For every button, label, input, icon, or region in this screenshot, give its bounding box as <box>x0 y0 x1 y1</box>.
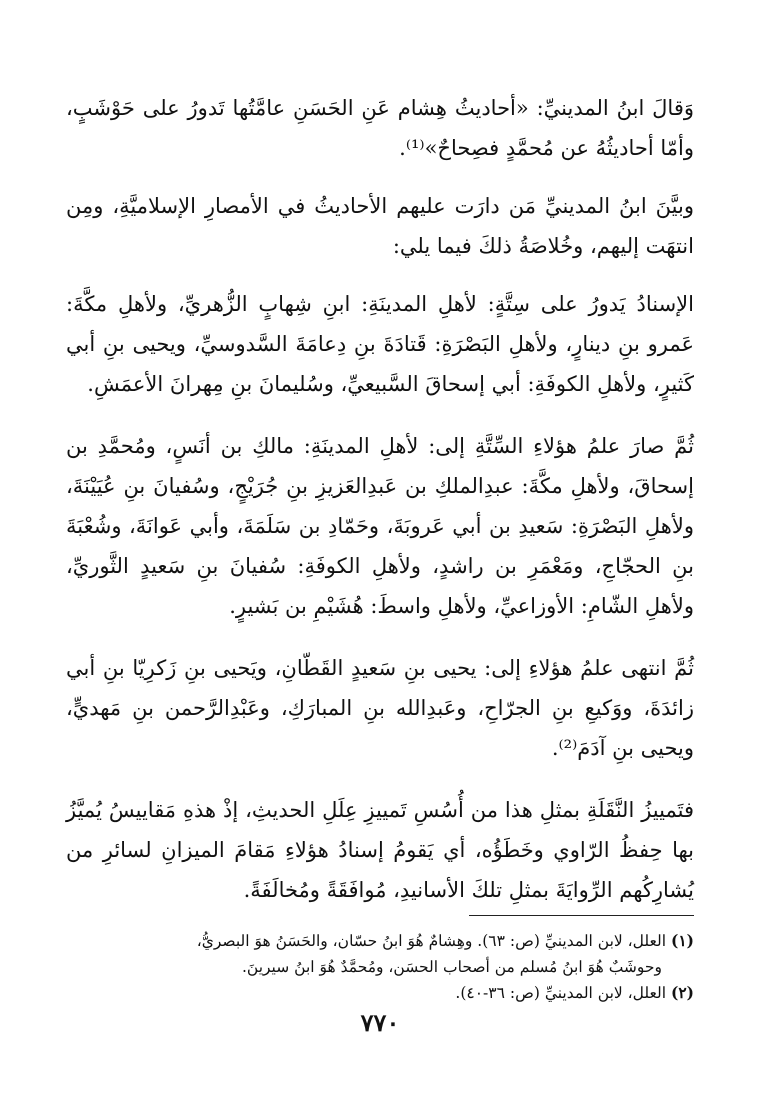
body-text <box>66 88 694 910</box>
footnote-divider <box>469 915 694 916</box>
paragraph-isnad-intro: وبيَّنَ ابنُ المدينيِّ مَن دارَت عليهم الأحاديثُ في الأمصارِ الإسلاميَّةِ، ومِن انتهَت إليهم، وخُلاصَةُ ذلكَ فيما يلي: <box>66 194 694 258</box>
footnote-1 <box>66 928 694 954</box>
footnote-2-number: (٢) <box>670 983 694 1002</box>
paragraph-second-generation: ثُمَّ صارَ علمُ هؤلاءِ السِّتَّةِ إلى: لأهلِ المدينَةِ: مالكِ بن أنَسٍ، ومُحمَّدِ بن إسحاقَ، ولأهلِ مكَّةَ: عبدِالملكِ بن عَبدِالعَزيزِ بنِ جُرَيْجٍ، وسُفيانَ بنِ عُيَيْنَةَ، ولأهلِ البَصْرَةِ: سَعيدِ بن أبي عَروبَةَ، وحَمّادِ بن سَلَمَةَ، وأبي عَوانَةَ، وشُعْبَةَ بنِ الحجّاجِ، ومَعْمَرِ بن راشدٍ، ولأهلِ الكوفَةِ: سُفيانَ بنِ سَعيدٍ الثَّوريِّ، ولأهلِ الشّامِ: الأوزاعيِّ، ولأهلِ واسطَ: هُشَيْمِ بن بَشيرٍ. <box>66 434 694 618</box>
page-number: ٧٧٠ <box>360 1008 400 1037</box>
paragraph-third-generation: ثُمَّ انتهى علمُ هؤلاءِ إلى: يحيى بنِ سَعيدٍ القَطّانِ، ويَحيى بنِ زَكرِيّا بنِ أبي زائدَةَ، ووَكيعِ بنِ الجرّاحِ، وعَبدِالله بنِ المبارَكِ، وعَبْدِالرَّحمن بنِ مَهديٍّ، ويحيى بنِ آدَمَ⁽²⁾. <box>66 656 694 760</box>
footnotes <box>66 928 694 1006</box>
paragraph-ibn-madini-quote: وَقالَ ابنُ المدينيِّ: «أحاديثُ هِشام عَنِ الحَسَنِ عامَّتُها تَدورُ على حَوْشَبٍ، وأمّا أحاديثُهُ عن مُحمَّدٍ فصِحاحٌ»⁽¹⁾. <box>66 96 694 160</box>
footnote-2-text: العلل، لابن المدينيِّ (ص: ٣٦-٤٠). <box>455 984 667 1002</box>
footnote-2 <box>66 980 694 1006</box>
paragraph-conclusion: فتَمييزُ النَّقَلَةِ بمثلِ هذا من أُسُسِ تَمييزِ عِلَلِ الحديثِ، إذْ هذهِ مَقاييسُ يُميَّزُ بها حِفظُ الرّاوي وخَطَؤُه، أي يَقومُ إسنادُ هؤلاءِ مَقامَ الميزانِ لسائرِ من يُشارِكُهم الرِّوايَةَ بمثلِ تلكَ الأسانيدِ، مُوافَقَةً ومُخالَفَةً. <box>66 798 694 902</box>
paragraph-six-narrators: الإسنادُ يَدورُ على سِتَّةٍ: لأهلِ المدينَةِ: ابنِ شِهابٍ الزُّهريِّ، ولأهلِ مكَّةَ: عَمرو بنِ دينارٍ، ولأهلِ البَصْرَةِ: قَتادَةَ بنِ دِعامَةَ السَّدوسيِّ، ويحيى بنِ أبي كَثيرٍ، ولأهلِ الكوفَةِ: أبي إسحاقَ السَّبيعيِّ، وسُليمانَ بنِ مِهرانَ الأعمَشِ. <box>66 292 694 396</box>
footnote-1-text: العلل، لابن المدينيِّ (ص: ٦٣). وهِشامٌ هُوَ ابنُ حسّان، والحَسَنُ هوَ البصريُّ، <box>196 932 667 950</box>
footnote-1-number: (١) <box>670 931 694 950</box>
footnote-1-continuation: وحوشَبٌ هُوَ ابنُ مُسلم من أصحاب الحسَن، ومُحمَّدٌ هُوَ ابنُ سيرينَ. <box>241 958 662 976</box>
